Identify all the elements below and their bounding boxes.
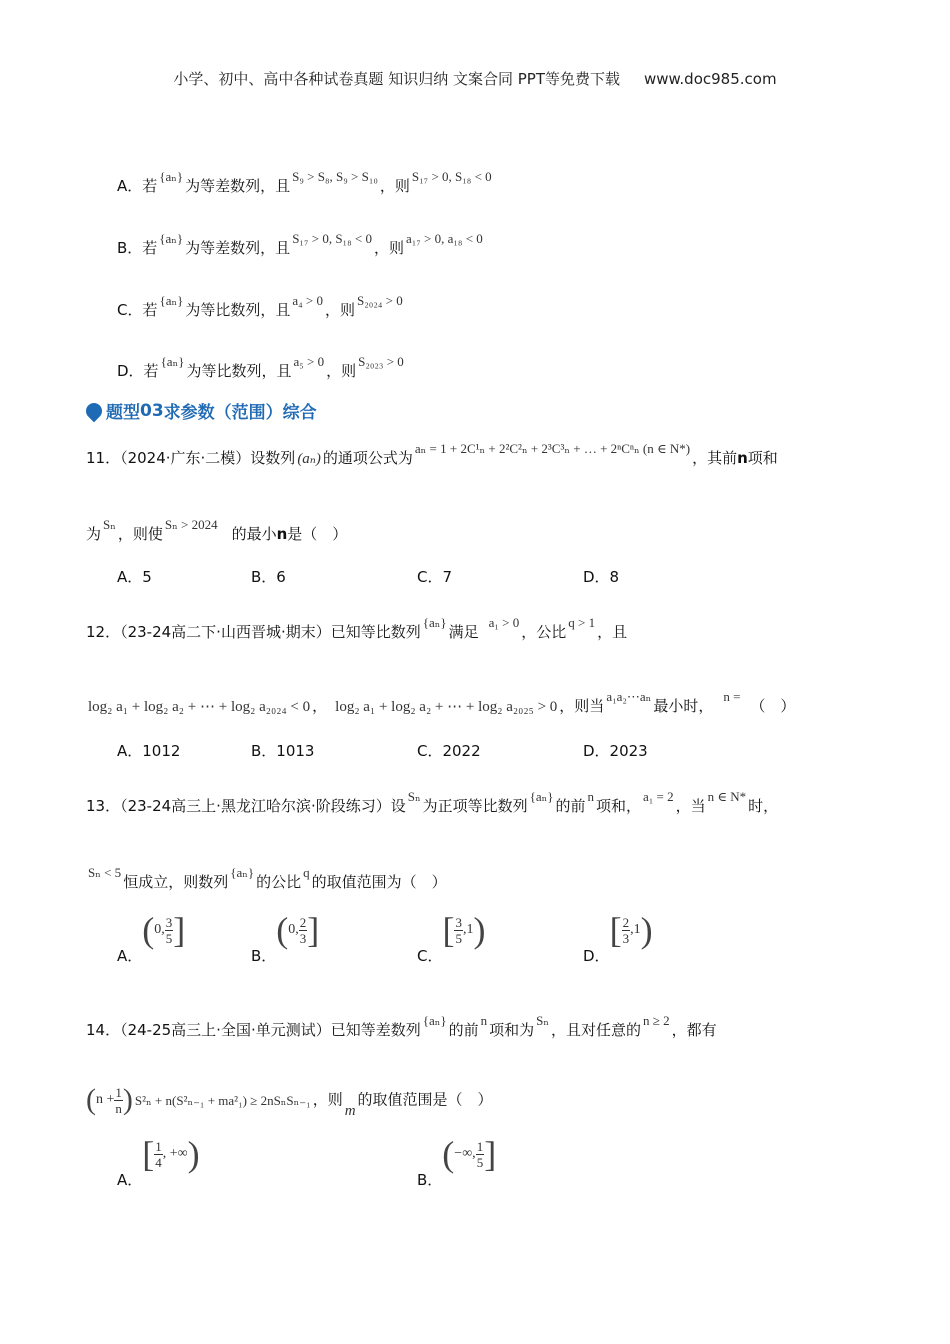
- q11-option-b[interactable]: B．6: [251, 568, 286, 586]
- q11-stem-line1: 11．（2024·广东·二模）设数列 (aₙ) 的通项公式为aₙ = 1 + 2C¹ₙ + 2²C²ₙ + 2³C³ₙ + … + 2ⁿCⁿₙ (n ∈ N*)，其前n项和: [86, 441, 778, 467]
- q13-stem-line2: Sₙ < 5恒成立，则数列{aₙ}的公比q的取值范围为（ ）: [88, 865, 447, 891]
- q10-option-d[interactable]: D．若{aₙ}为等比数列，且a₅ > 0，则S₂₀₂₃ > 0: [117, 354, 404, 380]
- q10-option-b[interactable]: B．若{aₙ}为等差数列，且S₁₇ > 0, S₁₈ < 0，则a₁₇ > 0, a₁₈ < 0: [117, 231, 483, 257]
- q13-option-c[interactable]: C． [ $\frac{3}{5}$ ,1 ): [417, 910, 486, 965]
- q14-option-a[interactable]: A． [ $\frac{1}{4}$ , +∞ ): [117, 1134, 200, 1189]
- q11-option-a[interactable]: A．5: [117, 568, 152, 586]
- q13-option-a[interactable]: A． ( 0, $\frac{3}{5}$ ]: [117, 910, 186, 965]
- location-pin-icon: [83, 399, 106, 422]
- q13-option-b[interactable]: B． ( 0, $\frac{2}{3}$ ]: [251, 910, 320, 965]
- q13-stem-line1: 13．（23-24高三上·黑龙江哈尔滨·阶段练习）设Sₙ为正项等比数列{aₙ}的前n项和，a₁ = 2，当n ∈ N*时，: [86, 789, 779, 815]
- q13-option-d[interactable]: D． [ $\frac{2}{3}$ ,1 ): [583, 910, 653, 965]
- q12-option-c[interactable]: C．2022: [417, 742, 481, 760]
- page-header: [0, 68, 950, 89]
- q12-option-d[interactable]: D．2023: [583, 742, 648, 760]
- q11-option-c[interactable]: C．7: [417, 568, 453, 586]
- q10-option-a[interactable]: A．若{aₙ}为等差数列，且S₉ > S₈, S₉ > S₁₀，则S₁₇ > 0, S₁₈ < 0: [117, 169, 492, 195]
- q12-option-a[interactable]: A．1012: [117, 742, 181, 760]
- q10-option-c[interactable]: C．若{aₙ}为等比数列，且a₄ > 0，则S₂₀₂₄ > 0: [117, 293, 403, 319]
- q12-stem-line2: log₂ a₁ + log₂ a₂ + ⋯ + log₂ a₂₀₂₄ < 0 ， log₂ a₁ + log₂ a₂ + ⋯ + log₂ a₂₀₂₅ > 0 ，则当a₁a₂⋯aₙ最小时，n =（ ）: [88, 689, 796, 715]
- q11-option-d[interactable]: D．8: [583, 568, 620, 586]
- header-url[interactable]: www.doc985.com: [643, 70, 777, 88]
- q11-stem-line2: 为Sₙ，则使Sₙ > 2024的最小n是（ ）: [86, 517, 348, 543]
- q14-option-b[interactable]: B． ( −∞, $\frac{1}{5}$ ]: [417, 1134, 497, 1189]
- section-heading: 题型 03 求参数（范围）综合: [86, 398, 317, 423]
- q14-stem-line1: 14．（24-25高三上·全国·单元测试）已知等差数列{aₙ}的前n项和为Sₙ，且对任意的n ≥ 2，都有: [86, 1013, 717, 1039]
- header-text: 小学、初中、高中各种试卷真题 知识归纳 文案合同 PPT等免费下载: [173, 70, 620, 88]
- q14-stem-line2: ( n + $\frac{1}{n}$ ) S²ₙ + n(S²ₙ₋₁ + ma²₁) ≥ 2nSₙSₙ₋₁ ，则m的取值范围是（ ）: [86, 1083, 493, 1119]
- q12-stem-line1: 12．（23-24高二下·山西晋城·期末）已知等比数列{aₙ}满足a₁ > 0，公比q > 1，且: [86, 615, 628, 641]
- q12-option-b[interactable]: B．1013: [251, 742, 315, 760]
